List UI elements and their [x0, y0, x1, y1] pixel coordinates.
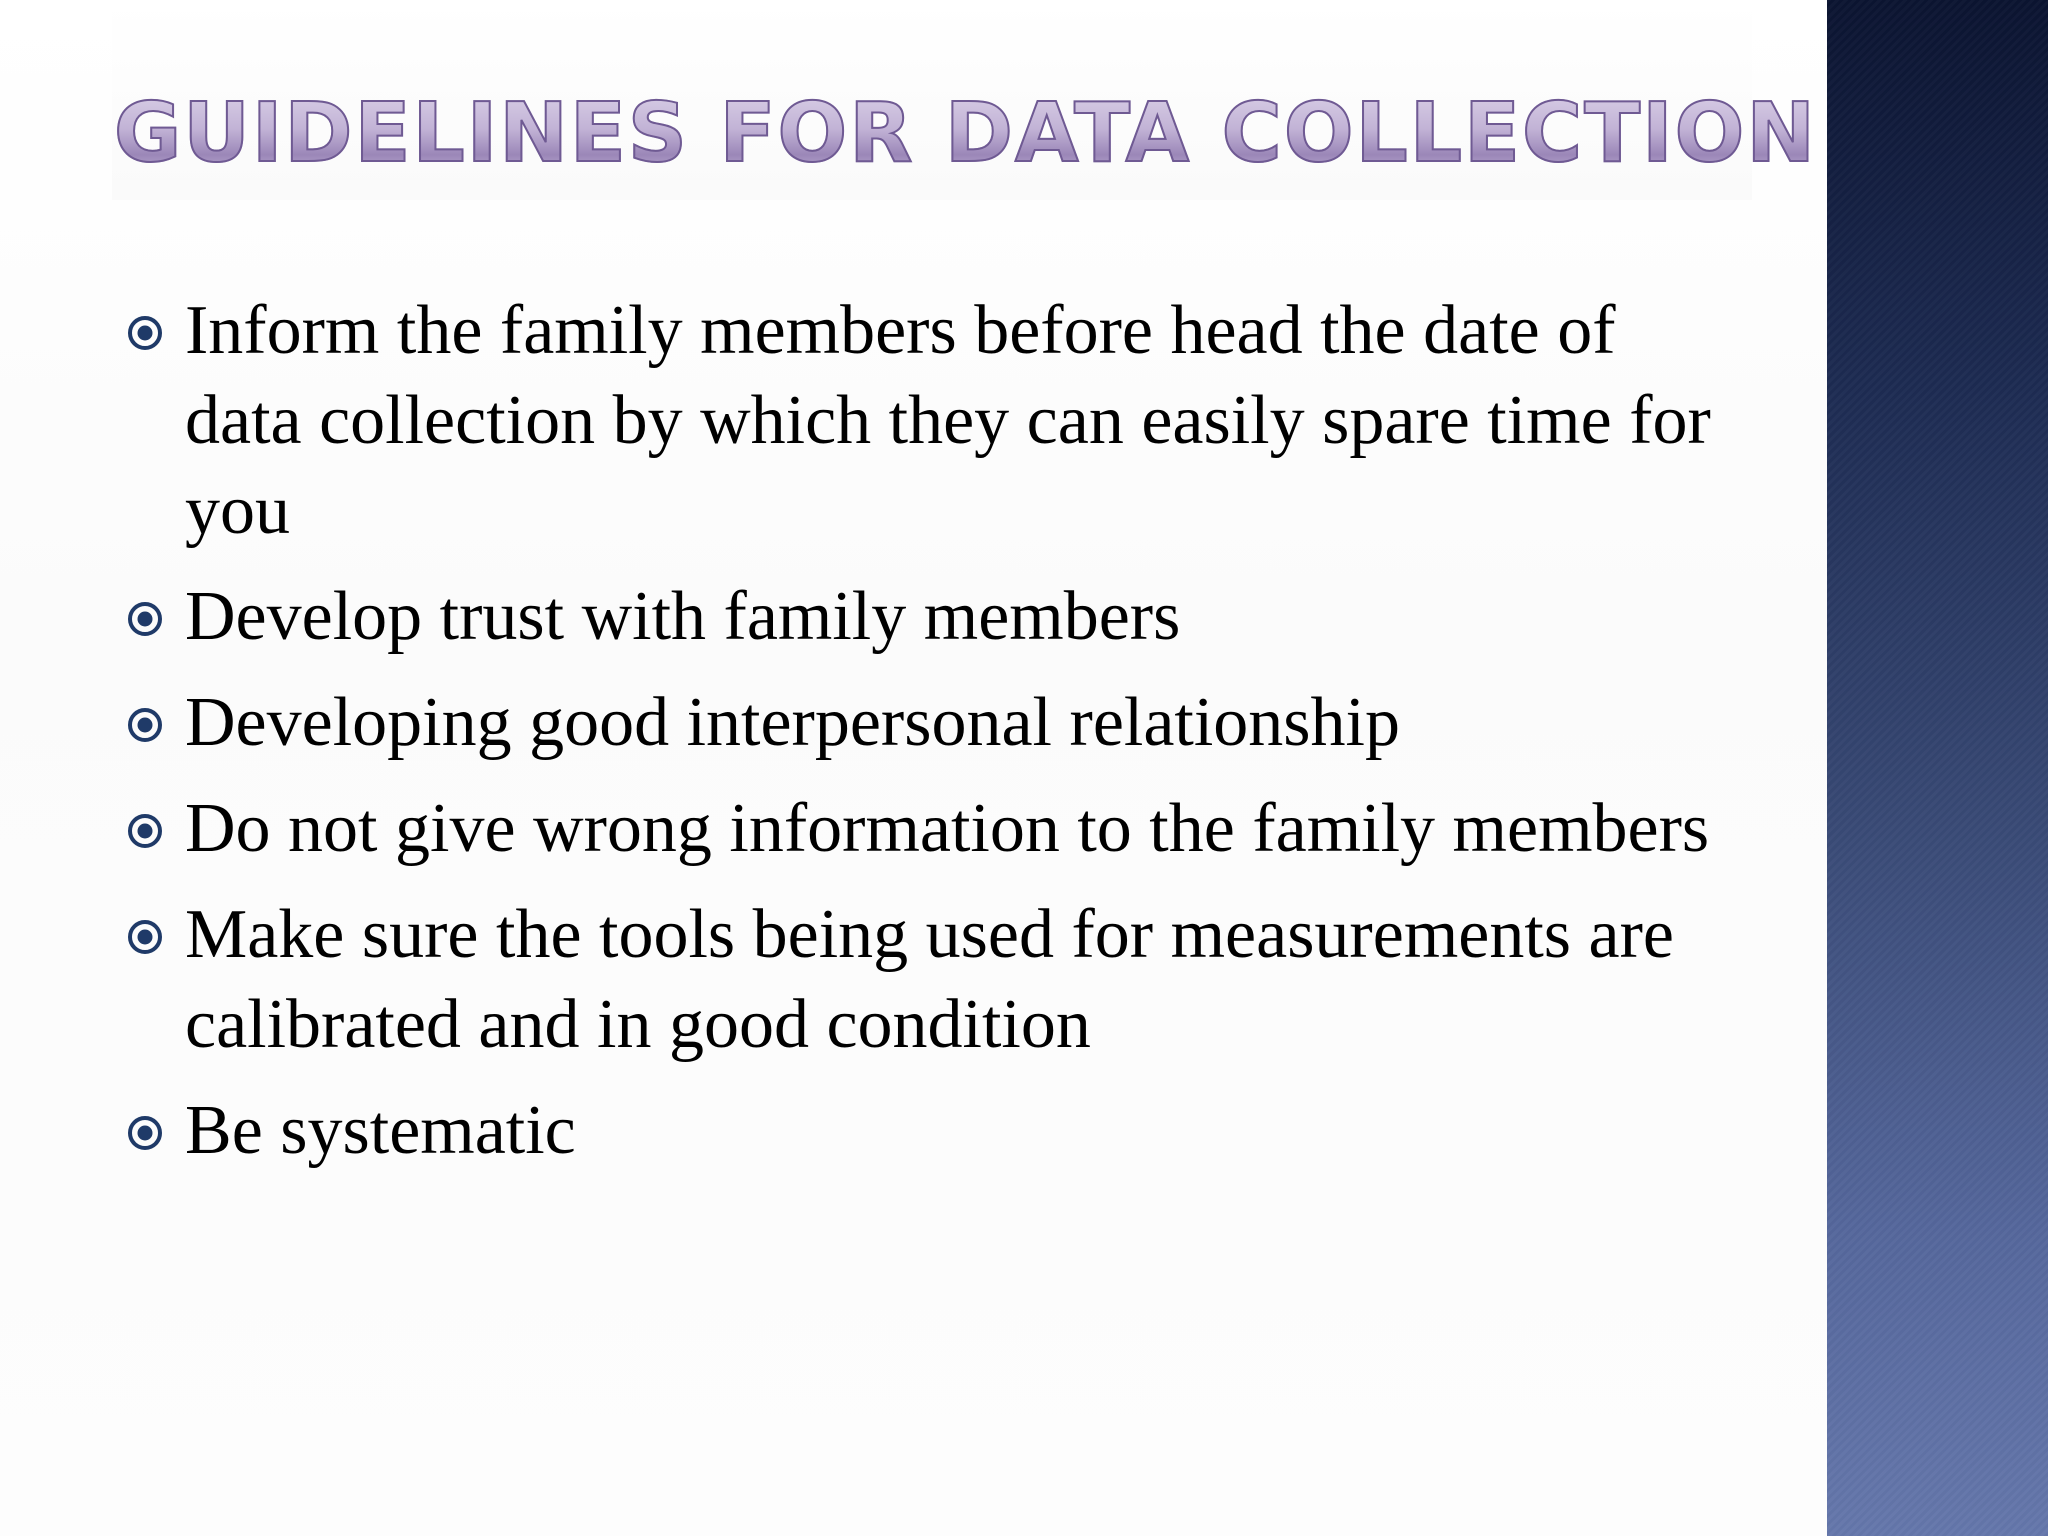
circled-dot-icon: [127, 601, 163, 637]
bullet-item-interpersonal-relationship: [120, 678, 1740, 768]
circled-dot-icon: [127, 315, 163, 351]
circled-dot-icon: [127, 1115, 163, 1151]
bullet-text: Make sure the tools being used for measurements are calibrated and in good condition: [185, 896, 1674, 1063]
circled-dot-icon: [127, 919, 163, 955]
circled-dot-icon: [127, 813, 163, 849]
bullet-text: Be systematic: [185, 1092, 576, 1169]
side-decorative-panel: [1827, 0, 2048, 1536]
bullet-text: Developing good interpersonal relationship: [185, 684, 1400, 761]
bullet-item-no-wrong-information: [120, 784, 1740, 874]
circled-dot-icon: [127, 707, 163, 743]
bullet-list: [120, 286, 1740, 1192]
bullet-item-develop-trust: [120, 572, 1740, 662]
bullet-item-be-systematic: [120, 1086, 1740, 1176]
bullet-text: Develop trust with family members: [185, 578, 1181, 655]
bullet-item-calibrated-tools: [120, 890, 1740, 1070]
slide-title: GUIDELINES FOR DATA COLLECTION: [114, 82, 1817, 186]
bullet-text: Inform the family members before head the date of data collection by which they can easily spare time for you: [185, 292, 1711, 549]
bullet-text: Do not give wrong information to the family members: [185, 790, 1710, 867]
bullet-item-inform-family: [120, 286, 1740, 556]
